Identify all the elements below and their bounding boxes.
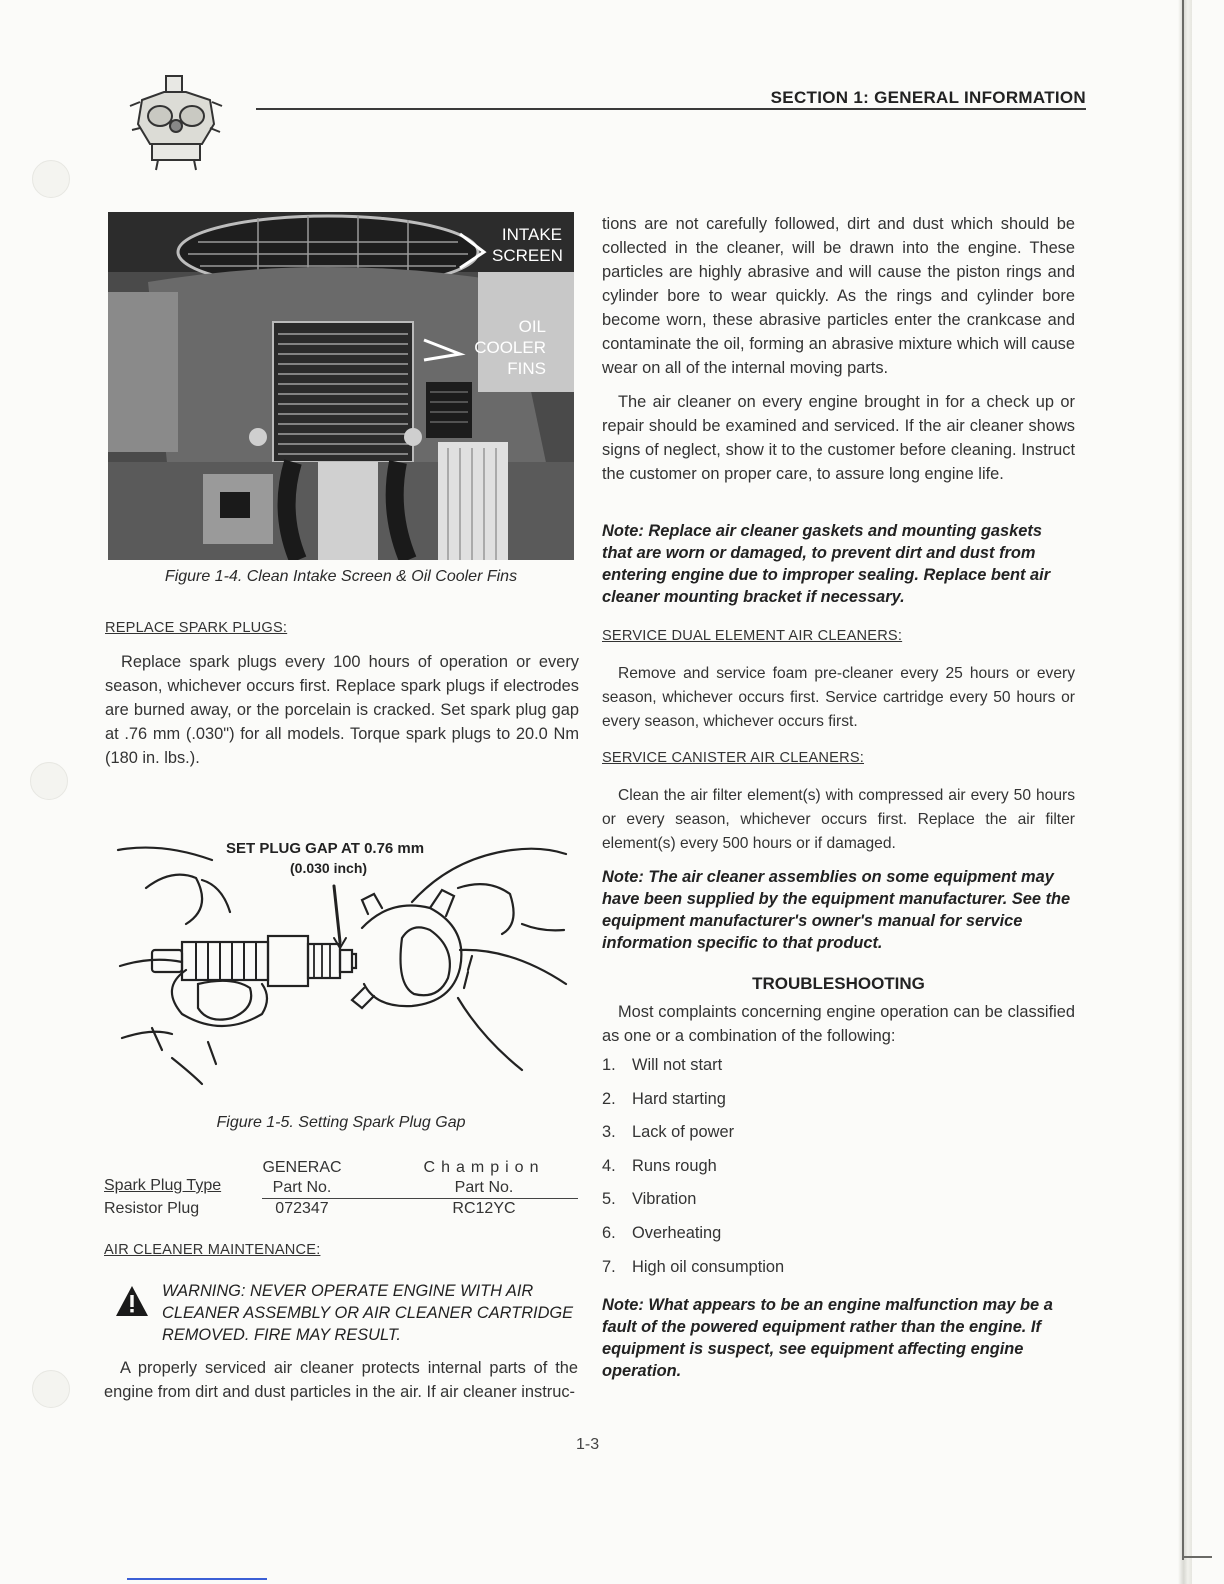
dual-element-paragraph: Remove and service foam pre-cleaner every 25 hours or every season, whichever occurs first. Service cartridge every 50 hours or every season, whichever occurs first. bbox=[602, 665, 1075, 730]
air-cleaner-body-left bbox=[104, 1356, 578, 1404]
list-item bbox=[602, 1090, 1075, 1124]
oil-label-line3: FINS bbox=[507, 359, 546, 378]
list-item-text: Vibration bbox=[632, 1190, 697, 1209]
list-item-text: Overheating bbox=[632, 1223, 722, 1242]
list-item-text: Hard starting bbox=[632, 1089, 726, 1108]
punch-hole bbox=[32, 1370, 70, 1408]
table-cell-type: Resistor Plug bbox=[104, 1200, 200, 1217]
list-item bbox=[602, 1258, 1075, 1292]
list-item bbox=[602, 1157, 1075, 1191]
table-header-generac bbox=[262, 1158, 342, 1198]
generac-header-line1: GENERAC bbox=[262, 1159, 342, 1176]
table-header-type: Spark Plug Type bbox=[104, 1177, 222, 1194]
binder-edge bbox=[1178, 0, 1192, 1584]
intake-screen-label bbox=[492, 224, 562, 266]
table-header-champion bbox=[414, 1158, 554, 1198]
gap-label-line1: SET PLUG GAP AT 0.76 mm bbox=[226, 840, 425, 857]
air-cleaner-heading: AIR CLEANER MAINTENANCE: bbox=[104, 1242, 321, 1258]
spark-plugs-heading: REPLACE SPARK PLUGS: bbox=[105, 620, 288, 636]
list-item-number: 6. bbox=[602, 1223, 616, 1242]
canister-paragraph: Clean the air filter element(s) with compressed air every 50 hours or every season, whichever occurs first. Replace the air filter element(s) every 500 hours or if damaged. bbox=[602, 787, 1075, 852]
oil-cooler-fins-label bbox=[460, 316, 546, 379]
troubleshooting-heading: TROUBLESHOOTING bbox=[752, 974, 925, 993]
list-item-number: 1. bbox=[602, 1056, 616, 1074]
table-cell-champion: RC12YC bbox=[452, 1200, 516, 1217]
engine-logo-icon bbox=[122, 70, 230, 174]
canister-heading: SERVICE CANISTER AIR CLEANERS: bbox=[602, 750, 865, 766]
figure-1-4-photo bbox=[108, 212, 574, 560]
list-item-text: Lack of power bbox=[632, 1123, 735, 1142]
air-cleaner-paragraph-2: The air cleaner on every engine brought in for a check up or repair should be examined and serviced. If the air cleaner shows signs of neglect, show it to the customer before cleaning. Instruct the customer on proper care, to assure long engine life. bbox=[602, 393, 1075, 483]
punch-hole bbox=[30, 762, 68, 800]
table-cell-generac: 072347 bbox=[275, 1200, 329, 1217]
dual-element-body bbox=[602, 662, 1075, 734]
oil-label-line2: COOLER bbox=[474, 338, 546, 357]
list-item bbox=[602, 1224, 1075, 1258]
list-item-number: 4. bbox=[602, 1156, 616, 1175]
troubleshooting-note: Note: What appears to be an engine malfunction may be a fault of the powered equipment rather than the engine. If equipment is suspect, see equipment affecting engine operation. bbox=[602, 1296, 1053, 1380]
spark-plugs-paragraph: Replace spark plugs every 100 hours of operation or every season, whichever occurs first. Replace spark plugs if electrodes are burned away, or the porcelain is cracked. Set spark plug gap at .76 mm (.030") for all models. Torque spark plugs to 20.0 Nm (180 in. lbs.). bbox=[105, 653, 579, 767]
list-item bbox=[602, 1190, 1075, 1224]
header-rule bbox=[256, 108, 1086, 110]
list-item-number: 3. bbox=[602, 1123, 616, 1142]
troubleshooting-intro-paragraph: Most complaints concerning engine operation can be classified as one or a combination of the following: bbox=[602, 1003, 1075, 1045]
canister-note: Note: The air cleaner assemblies on some equipment may have been supplied by the equipment manufacturer. See the equipment manufacturer's owner's manual for service information specific to that product. bbox=[602, 868, 1071, 952]
binder-edge-foot bbox=[1182, 1556, 1212, 1558]
gap-label-line2: (0.030 inch) bbox=[290, 860, 368, 876]
punch-hole bbox=[32, 160, 70, 198]
table-rule bbox=[262, 1198, 578, 1199]
intake-label-line2: SCREEN bbox=[492, 246, 563, 265]
dual-element-heading: SERVICE DUAL ELEMENT AIR CLEANERS: bbox=[602, 628, 903, 644]
air-cleaner-paragraph-cont: tions are not carefully followed, dirt and dust which should be collected in the cleaner, will be drawn into the engine. These particles are highly abrasive and will cause the piston rings and cylinder bore to wear quickly. As the rings and cylinder bore become worn, these abrasive particles enter the crankcase and contaminate the oil, forming an abrasive mixture which will cause wear on all of the internal moving parts. bbox=[602, 215, 1075, 377]
oil-label-line1: OIL bbox=[518, 317, 546, 336]
spark-plugs-body bbox=[105, 650, 579, 770]
figure-1-4-caption: Figure 1-4. Clean Intake Screen & Oil Cooler Fins bbox=[164, 568, 518, 585]
canister-body bbox=[602, 784, 1075, 856]
list-item-number: 2. bbox=[602, 1089, 616, 1108]
list-item-text: Will not start bbox=[632, 1056, 723, 1074]
section-title: SECTION 1: GENERAL INFORMATION bbox=[770, 88, 1086, 107]
troubleshooting-list bbox=[602, 1056, 1075, 1291]
list-item-number: 7. bbox=[602, 1257, 616, 1276]
warning-text: WARNING: NEVER OPERATE ENGINE WITH AIR CLEANER ASSEMBLY OR AIR CLEANER CARTRIDGE REMOVED. FIRE MAY RESULT. bbox=[162, 1282, 574, 1344]
champion-header-line2: Part No. bbox=[454, 1179, 514, 1196]
binder-edge-line bbox=[1182, 0, 1184, 1560]
air-cleaner-paragraph-start: A properly serviced air cleaner protects internal parts of the engine from dirt and dust particles in the air. If air cleaner instruc- bbox=[104, 1359, 578, 1401]
list-item-number: 5. bbox=[602, 1190, 616, 1209]
troubleshooting-intro bbox=[602, 1000, 1075, 1048]
warning-triangle-icon bbox=[114, 1284, 150, 1318]
list-item bbox=[602, 1056, 1075, 1090]
champion-header-line1: Champion bbox=[423, 1159, 545, 1176]
list-item-text: High oil consumption bbox=[632, 1257, 785, 1276]
generac-header-line2: Part No. bbox=[272, 1179, 332, 1196]
air-cleaner-body-right bbox=[602, 212, 1075, 486]
scan-artifact-line bbox=[127, 1578, 267, 1580]
page-number: 1-3 bbox=[576, 1436, 600, 1453]
air-cleaner-note: Note: Replace air cleaner gaskets and mounting gaskets that are worn or damaged, to prevent dirt and dust from entering engine due to improper sealing. Replace bent air cleaner mounting bracket if necessary. bbox=[602, 522, 1051, 606]
figure-1-5-caption: Figure 1-5. Setting Spark Plug Gap bbox=[216, 1114, 466, 1131]
intake-label-line1: INTAKE bbox=[501, 225, 562, 244]
list-item-text: Runs rough bbox=[632, 1156, 717, 1175]
list-item bbox=[602, 1123, 1075, 1157]
